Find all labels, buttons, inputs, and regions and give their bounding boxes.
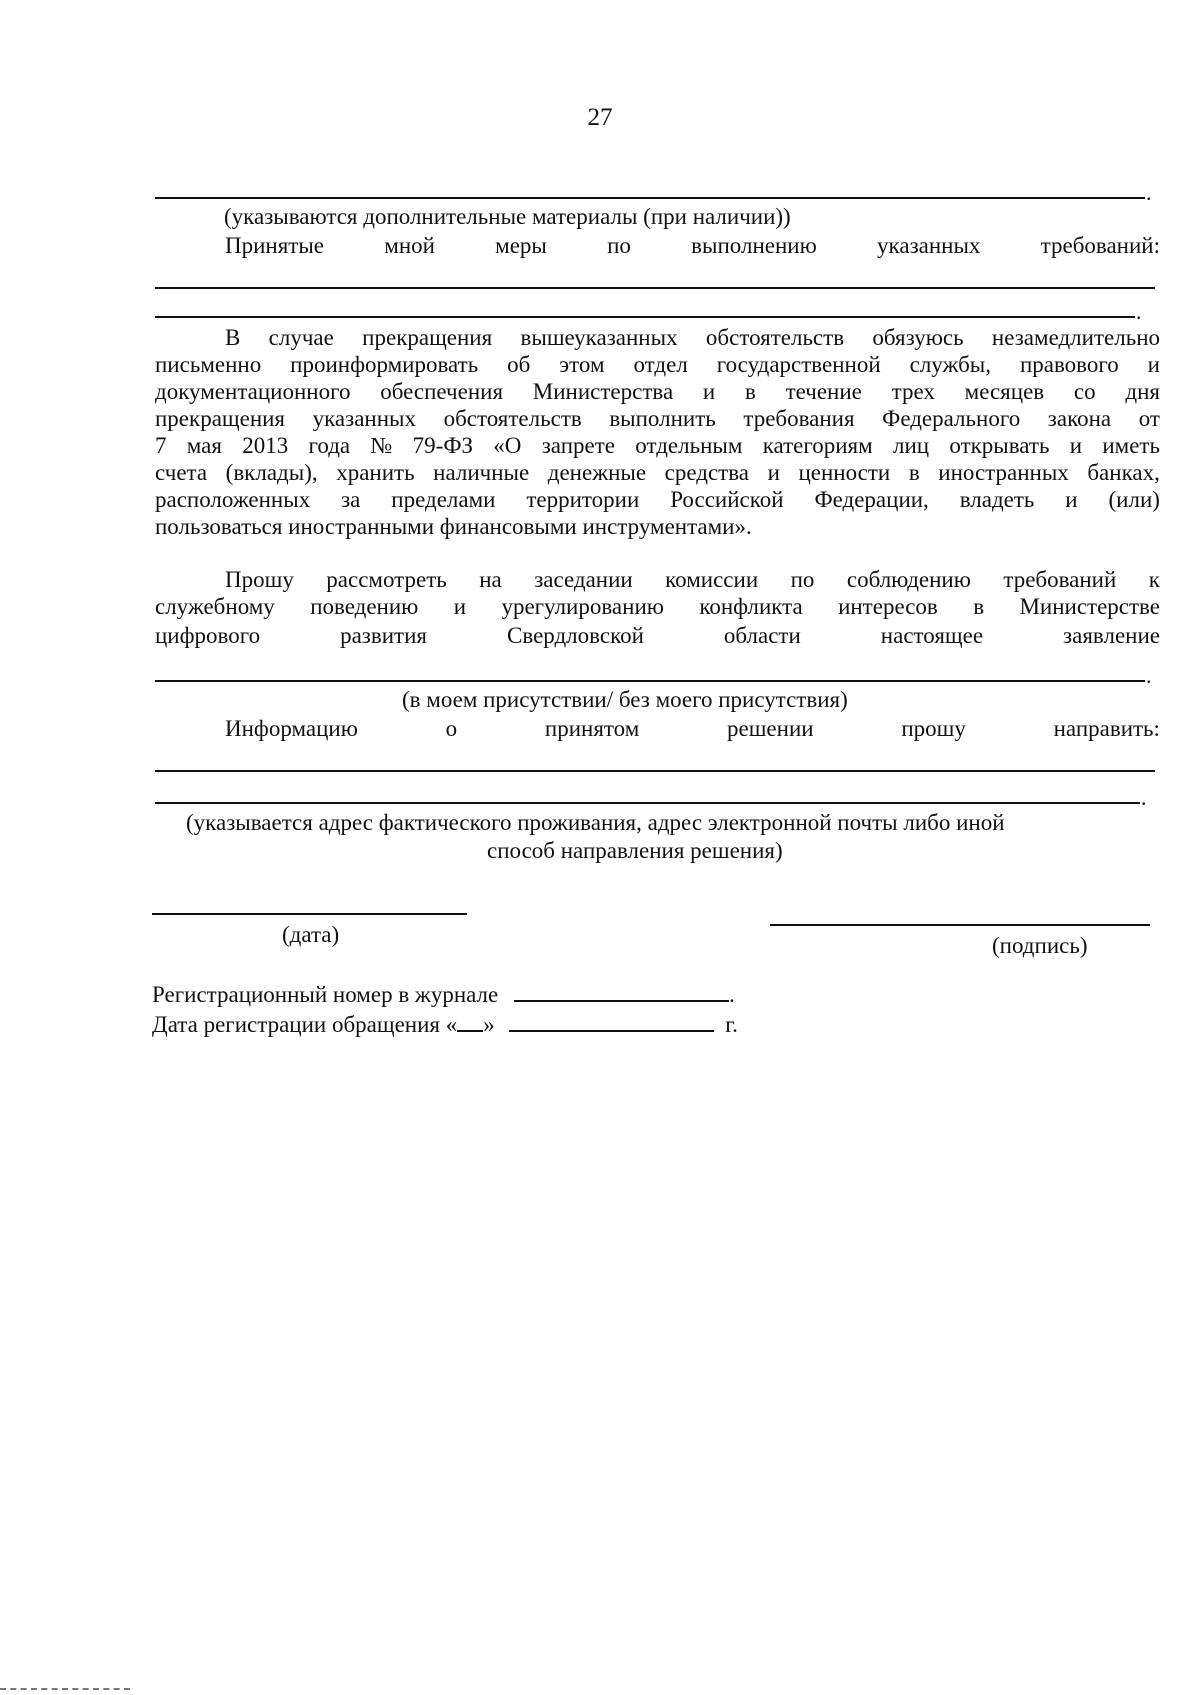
word: к [1148,567,1160,592]
registration-date-line [152,1011,738,1039]
word: и [702,379,716,404]
word: службы, [909,352,991,377]
word: в [973,594,985,619]
signature-caption: (подпись) [992,933,1088,958]
word: (или) [1108,487,1160,512]
measures-word: мной [384,233,435,258]
word: 2013 [242,433,289,458]
word: мая [186,433,222,458]
word: лиц [892,433,930,458]
word: обеспечения [380,379,504,404]
word: вышеуказанных [520,325,678,350]
word: категориям [762,433,873,458]
word: и [1147,352,1160,377]
info-word: прошу [901,716,966,741]
request-word: заявление [1063,623,1160,648]
word: года [308,433,351,458]
line-end-dot: . [1141,785,1147,810]
word: иметь [1102,433,1160,458]
word: наличные [433,460,530,485]
word: иностранных [938,460,1069,485]
paragraph-line [155,486,1160,513]
paragraph-line [155,378,1160,405]
word: указанных [312,406,416,431]
word: месяцев [964,379,1045,404]
line-end-dot: . [1146,663,1152,688]
word: № [370,433,393,458]
paragraph-line: пользоваться иностранными финансовыми инструментами». [155,514,752,539]
word: требований [1003,567,1117,592]
word: и [453,594,467,619]
word: незамедлительно [991,325,1160,350]
word: документационного [155,379,351,404]
word: отдел [633,352,688,377]
word: ценности [798,460,891,485]
word: за [341,487,361,512]
word: счета [155,460,208,485]
scan-edge-mark [0,1688,130,1690]
word: расположенных [155,487,311,512]
word: в [908,460,920,485]
info-blank-line-1 [155,770,1155,772]
word: письменно [155,352,262,377]
request-word: цифрового [155,623,261,648]
word: в [744,379,756,404]
word: средства [664,460,749,485]
word: Российской [670,487,784,512]
registration-quote-close: » [483,1012,495,1037]
word: конфликта [699,594,803,619]
word: об [507,352,531,377]
info-word: решении [727,716,814,741]
measures-blank-line-1 [155,287,1155,289]
word: территории [526,487,640,512]
measures-word: меры [495,233,547,258]
measures-word: указанных [877,233,981,258]
request-paragraph [155,566,1160,620]
request-word: развития [340,623,427,648]
word: проинформировать [290,352,479,377]
word: урегулированию [501,594,664,619]
word: дня [1125,379,1160,404]
word: Прошу [225,567,294,592]
info-word: Информацию [225,716,358,741]
word: 79-ФЗ [412,433,474,458]
registration-date-label: Дата регистрации обращения « [152,1012,458,1037]
info-line [155,715,1160,743]
word: трех [891,379,935,404]
line-end-dot: . [1146,180,1152,205]
word: обстоятельств [705,325,845,350]
word: обязуюсь [872,325,964,350]
word: рассмотреть [326,567,447,592]
word: комиссии [665,567,759,592]
word: «О [493,433,522,458]
word: обстоятельств [443,406,582,431]
word: Министерства [532,379,674,404]
word: и [1069,433,1083,458]
word: открывать [949,433,1050,458]
paragraph-line [155,324,1160,351]
paragraph-line [155,459,1160,486]
word: Федерации, [814,487,929,512]
address-caption-line-2: способ направления решения) [487,838,783,863]
measures-word: Принятые [225,233,325,258]
request-word: области [723,623,801,648]
word: хранить [336,460,415,485]
word: прекращения [155,406,286,431]
signature-line [770,924,1150,926]
word: В [225,325,241,350]
word: со [1073,379,1096,404]
word: отдельным [635,433,743,458]
word: банках, [1087,460,1160,485]
obligation-paragraph [155,324,1160,540]
presence-caption: (в моем присутствии/ без моего присутствия) [402,687,848,712]
word: случае [268,325,334,350]
word: государственной [716,352,881,377]
word: по [790,567,815,592]
word: запрете [541,433,615,458]
registration-date-blank [509,1012,714,1032]
paragraph-line [155,566,1160,593]
word: и [1065,487,1078,512]
info-blank-line-2 [155,802,1140,804]
measures-line [155,232,1160,260]
word: и [767,460,780,485]
registration-number-label: Регистрационный номер в журнале [152,982,499,1007]
registration-number-end: . [728,982,735,1007]
word: служебному [155,594,275,619]
measures-word: по [607,233,631,258]
measures-blank-line-2 [155,316,1135,318]
info-word: направить: [1053,716,1160,741]
registration-number-line [152,981,735,1009]
word: выполнить [609,406,716,431]
presence-blank-line [155,680,1145,682]
word: денежные [547,460,647,485]
registration-day-blank [457,1012,483,1032]
word: требования [743,406,855,431]
request-last-line [155,622,1160,650]
word: от [1138,406,1160,431]
request-word: настоящее [880,623,984,648]
paragraph-line [155,593,1160,620]
word: соблюдению [846,567,971,592]
info-word: о [445,716,458,741]
page-number: 27 [587,104,613,131]
word: интересов [838,594,938,619]
date-line [152,913,467,915]
address-caption-line-1: (указывается адрес фактического проживания, адрес электронной почты либо иной [186,810,1005,835]
paragraph-line [155,405,1160,432]
word: закона [1047,406,1112,431]
info-word: принятом [544,716,640,741]
registration-year-suffix: г. [725,1012,738,1037]
word: (вклады), [225,460,318,485]
line-end-dot: . [1136,299,1142,324]
measures-word: выполнению [691,233,817,258]
word: течение [785,379,862,404]
word: владеть [959,487,1035,512]
word: пределами [391,487,496,512]
word: 7 [155,433,167,458]
word: заседании [534,567,633,592]
word: на [479,567,502,592]
measures-word: требований: [1040,233,1160,258]
additional-materials-line [155,197,1145,199]
additional-materials-caption: (указываются дополнительные материалы (при наличии)) [224,204,791,229]
date-caption: (дата) [282,922,340,947]
request-word: Свердловской [507,623,644,648]
word: прекращения [362,325,493,350]
word: поведению [310,594,419,619]
word: Министерстве [1019,594,1160,619]
word: этом [559,352,605,377]
registration-number-blank [514,982,729,1002]
paragraph-line [155,432,1160,459]
word: правового [1019,352,1119,377]
paragraph-line [155,351,1160,378]
word: Федерального [882,406,1021,431]
